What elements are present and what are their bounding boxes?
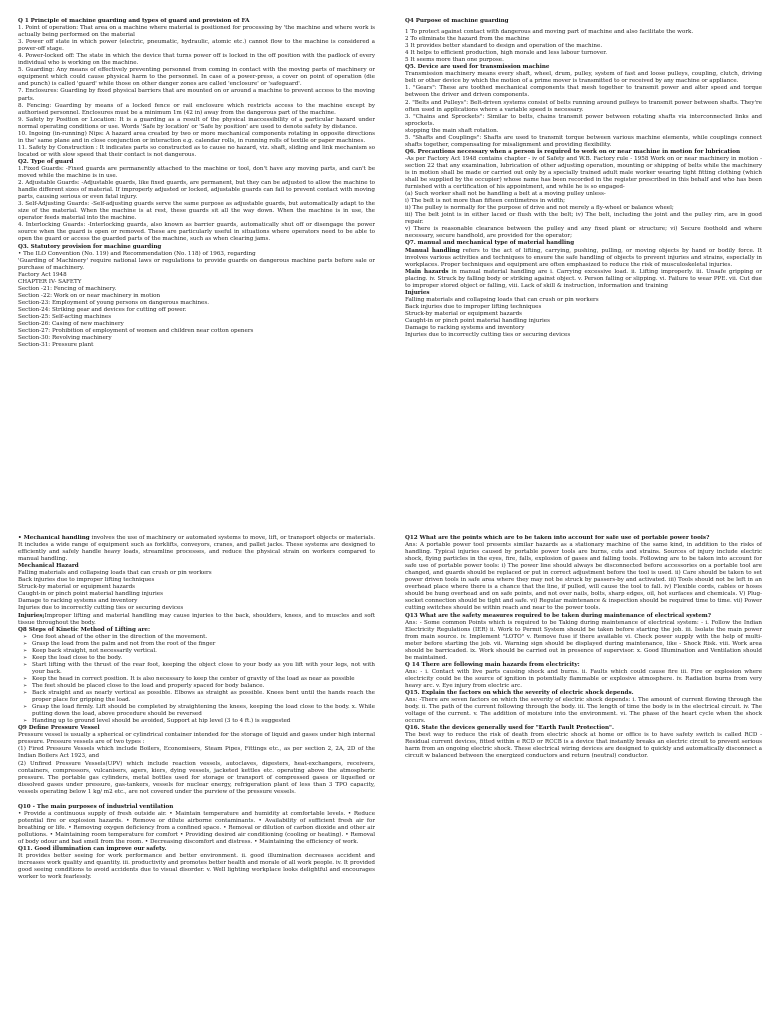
- q3-item: Section-23: Employment of young persons on dangerous machines.: [18, 299, 210, 306]
- q12-text: Ans: A portable power tool presents similar hazards as a stationary machine of the same kind, in addition to the risks of handling. Typical injuries caused by portable power tools are burns, cuts and strains. Sources of injury include electric shock, flying particles in the eyes, fire, falls, explosion of gases and falling tools. Following are to be taken into account for safe use of portable power tools: i) The power line should always be disconnected before accessories on a portable tool are changed, and guards should be replaced or put in correct adjustment before the tool is used. ii) Care should be taken to set power driven tools in safe area where they may not be struck by passers-by and activated. iii) Tools should not be left in an overhead place where there is a chance that the line, if pulled, will cause the tool to fall. iv) Flexible cords, cables or hoses should be hung overhead and on safe points, and not over nails, bolts, sharp edges, oil, hot surfaces and chemicals. V) Plug- socket connection should be tight and safe. vi) Regular maintenance & inspection should be required time to time. vii) Power cutting switches should be within reach and near to the power tools.: [405, 542, 762, 612]
- bottom-left-column: [18, 535, 375, 1010]
- q1-item: 8. Fencing: Guarding by means of a locked fence or rail enclosure which restricts access to the machine except by authorised personnel. Enclosures must be a minimum 1m (42 in) away from the dangerous part of the machine.: [18, 102, 375, 116]
- q2-item: 3. Self-Adjusting Guards: -Self-adjusting guards serve the same purpose as adjustable guards, but automatically adapt to the size of the material. When the machine is at rest, these guards sit all the way down. When the machine is in use, the operator feeds material into the machine.: [18, 201, 375, 222]
- q7-intro-text: refers to the act of lifting, carrying, pushing, pulling, or moving objects by hand or bodily force. It involves various activities and techniques to ensure the safe handling of objects to prevent injuries and strains, especially in workplaces. Proper techniques and equipment are often emphasized to reduce the risk of musculoskeletal injuries.: [405, 247, 762, 268]
- q3-item: Section-24: Striking gear and devices for cutting off power.: [18, 306, 187, 313]
- q4-heading: Q4 Purpose of machine guarding: [405, 18, 509, 24]
- q3-item: 'Guarding of Machinery' require national laws or regulations to provide guards on dangerous machine parts before sale or purchase of machinery.: [18, 257, 375, 271]
- q9-item: (1) Fired Pressure Vessels which include Boilers, Economisers, Steam Pipes, Fittings etc., as per section 2, 2A, 2D of the Indian Boilers Act 1923, and: [18, 746, 375, 760]
- q7-injury: Back injuries due to improper lifting techniques: [405, 303, 542, 310]
- q4-item: 3 It provides better standard to design and operation of the machine.: [405, 43, 603, 50]
- q10-text: • Provide a continuous supply of fresh outside air. • Maintain temperature and humidity at comfortable levels. • Reduce potential fire or explosion hazards. • Remove or dilute airborne contaminants. • Availability of sufficient fresh air for breathing or life. • Removing oxygen deficiency from a confined space. • Removal or dilution of carbon dioxide and other air pollutions. • Maintaining room temperature for comfort • Providing desired air conditioning (cooling or heating). • Removal of body odour and bad smell from the room. • Decreasing discomfort and distress. • Maintaining the efficiency of work.: [18, 810, 375, 845]
- q8-step: ➢ Handing up to ground level should be avoided, Support at hip level (3 to 4 ft.) is suggested: [32, 718, 375, 725]
- mech-hazard: Injuries due to incorrectly cutting ties or securing devices: [18, 605, 184, 612]
- q2-item: 2. Adjustable Guards: -Adjustable guards, like fixed guards, are permanent, but they can be adjusted to allow the machine to handle different sizes of material. If improperly adjusted or locked, adjustable guards can fail to prevent contact with moving parts, causing serious or even fatal injury.: [18, 180, 375, 201]
- q15-text: Ans: -There are seven factors on which the severity of electric shock depends: i. The amount of current flowing through the body. ii. The path of the current following through the body. iii. The length of time the body is in the electrical circuit. iv. The voltage of the current. v. The addition of moisture into the environment. vi. The phase of the heart cycle when the shock occurs.: [405, 697, 762, 725]
- q1-item: 9. Safety by Position or Location: It is a guarding as a result of the physical inaccessibility of a particular hazard under normal operating conditions or use. Words 'Safe by location' or 'Safe by position' are used to denote safety by distance.: [18, 116, 375, 130]
- q5-item: 2. "Belts and Pulleys": Belt-driven systems consist of belts running around pulleys to transmit power between shafts. They're often used in applications where a variable speed is necessary.: [405, 99, 762, 113]
- q8-step: ➢ Keep the load close to the body.: [32, 655, 375, 662]
- q3-item: Factory Act 1948: [18, 271, 67, 278]
- q2-item: 1.Fixed Guards: -Fixed guards are permanently attached to the machine or tool, don't have any moving parts, and can't be moved while the machine is in use.: [18, 165, 375, 180]
- q3-item: • The ILO Convention (No. 119) and Recommendation (No. 118) of 1963, regarding: [18, 250, 256, 257]
- q2-heading: Q2. Type of guard: [18, 158, 74, 165]
- mech-injuries-bold: Injuries;: [18, 612, 45, 619]
- q1-item: 3. Power off state in which power (electric, pneumatic, hydraulic, atomic etc.) cannot flow to the machine is considered a power-off stage.: [18, 39, 375, 53]
- mech-hazard: Back injuries due to improper lifting techniques: [18, 577, 155, 584]
- q8-step: ➢ Keep back straight, not necessarily vertical.: [32, 648, 375, 655]
- q8-heading: Q8 Steps of Kinetic Method of Lifting are:: [18, 626, 151, 633]
- top-right-column: [405, 18, 762, 458]
- mech-intro: [18, 535, 375, 563]
- mech-intro-text: involves the use of machinery or automated systems to move, lift, or transport objects or materials. It includes a wide range of equipment such as forklifts, conveyors, cranes, and pallet jacks. These systems are designed to efficiently and safely handle heavy loads, streamline processes, and reduce the physical strain on workers compared to manual handling.: [18, 535, 375, 563]
- q6-item: i) The belt is not more than fifteen centimetres in width;: [405, 198, 566, 205]
- q9-heading: Q9 Define Pressure Vessel: [18, 725, 100, 732]
- q8-steps-list: [18, 634, 375, 726]
- q5-item: stopping the main shaft rotation.: [405, 127, 499, 134]
- q11-text: It provides better seeing for work performance and better environment. ii. good illumination decreases accident and increases work quality and quantity. iii. productivity and promotes better health and morale of all work people. iv. It provided good seeing conditions to avoid accidents due to visual disorder. v. Well lighting workplace looks delightful and encourages worker to work fearlessly.: [18, 853, 375, 881]
- q13-text: Ans: - Some common Points which is required to be Taking during maintenance of electrical system: - i. Follow the Indian Electricity Regulations (IER) ii. Work to Permit System should be taken before starting the job. iii. Isolate the main power from main source. iv. Implement "LOTO" v. Remove fuse if there available vi. Check power supply with the help of multi-meter before starting the job. vii. Warning sign should be displayed during maintenance, like - Shock Risk. viii. Work area should be barricaded. ix. Work should be carried out in presence of supervisor. x. Good Illumination and Ventilation should be maintained.: [405, 619, 762, 661]
- q3-item: Section-25: Self-acting machines: [18, 313, 112, 320]
- q3-item: Section-26: Casing of new machinery: [18, 321, 124, 328]
- q4-item: 4 It helps to efficient production, high morale and less labour turnover.: [405, 50, 608, 57]
- q7-intro: [405, 248, 762, 269]
- q14-heading: Q 14 There are following main hazards from electricity:: [405, 661, 580, 668]
- q7-hazards: [405, 269, 762, 290]
- q1-item: 5. Guarding: Any means of effectively preventing personnel from coming in contact with the moving parts of machinery or equipment which could cause physical harm to the personnel. In case of a power-press, a cover on point of operation (die and punch) is called 'guard' while those on other danger zones are called 'enclosure' or 'safeguard'.: [18, 67, 375, 88]
- q4-item: 2 To eliminate the hazard from the machine: [405, 36, 530, 43]
- q6-heading: Q6. Precautions necessary when a person is required to work on or near machine in motion for lubrication: [405, 148, 741, 155]
- q7-injury: Caught-in or pinch point material handling injuries: [405, 317, 550, 324]
- q3-item: Section-31: Pressure plant: [18, 342, 94, 349]
- top-left-column: [18, 18, 375, 458]
- q5-item: 3. "Chains and Sprockets": Similar to belts, chains transmit power between rotating shafts via interconnected links and sprockets.: [405, 113, 762, 127]
- q16-text: The best way to reduce the risk of death from electric shock at home or office is to have safety switch is called RCD - Residual current devices, fitted within e RCD or RCCB is a device that instantly breaks an electric circuit to prevent serious harm from an ongoing electric shock. These electrical wiring devices are designed to quickly and automatically disconnect a circuit w balanced between the energized conductors and return (neutral) conductor.: [405, 732, 762, 760]
- q10-heading: Q10 - The main purposes of industrial ventilation: [18, 803, 174, 810]
- q12-heading: Q12 What are the points which are to be taken into account for safe use of portable power tools?: [405, 535, 710, 541]
- q7-injury: Struck-by material or equipment hazards: [405, 310, 523, 317]
- q6-item: v) There is reasonable clearance between the pulley and any fixed plant or structure; vi) Secure foothold and where necessary, secure handhold, are provided for the operator;: [405, 226, 762, 240]
- q15-heading: Q15. Explain the factors on which the severity of electric shock depends.: [405, 690, 634, 697]
- q1-heading: Q 1 Principle of machine guarding and types of guard and provision of FA: [18, 18, 250, 24]
- q1-item: 10. Ingoing (in-running) Nips: A hazard area created by two or more mechanical components rotating in opposite directions in the' same plane and in close conjunction or interaction e.g. calendar rolls, in running rolls of textile or paper machines.: [18, 130, 375, 144]
- q4-item: 1 To protect against contact with dangerous and moving part of machine and also facilitate the work.: [405, 29, 694, 36]
- q6-item: ii) The pulley is normally for the purpose of drive and not merely a fly-wheel or balance wheel;: [405, 205, 674, 212]
- mech-hazard: Caught-in or pinch point material handling injuries: [18, 591, 163, 598]
- q1-item: 1. Point of operation: That area on a machine where material is positioned for processing by 'the machine and where work is actually being performed on the material: [18, 25, 375, 39]
- q3-heading: Q3. Statutory provision for machine guarding: [18, 243, 162, 250]
- q5-item: Transmission machinery means every shaft, wheel, drum, pulley, system of fast and loose pulleys, coupling, clutch, driving belt or other device by which the motion of a prime mover is transmitted to or received by any machine or appliance.: [405, 71, 762, 85]
- q7-heading: Q7. manual and mechanical type of material handling: [405, 240, 575, 247]
- q7-injuries-heading: Injuries: [405, 289, 430, 296]
- q13-heading: Q13 What are the safety measures required to be taken during maintenance of electrical system?: [405, 612, 712, 619]
- mech-hazard: Damage to racking systems and inventory: [18, 598, 138, 605]
- q1-item: 4. Power-locked off: The state in which the device that turns power off is locked in the off position with the padlock of every individual who is working on the machine.: [18, 53, 375, 67]
- q8-step: ➢ One foot ahead of the other in the direction of the movement.: [32, 634, 375, 641]
- q7-intro-bold: Manual handling: [405, 247, 460, 254]
- q8-step: ➢ Start lifting with the thrust of the rear foot, keeping the object close to your body as you lift with your legs, not with your back.: [32, 662, 375, 676]
- q6-item: (a) Such worker shall not be handling a belt at a moving pulley unless-: [405, 191, 606, 198]
- q8-step: ➢ Back straight and as nearly vertical as possible. Elbows as straight as possible. Knees bent until the hands reach the proper place for gripping the load.: [32, 690, 375, 704]
- q8-step: ➢ The feet should be placed close to the load and properly spaced for body balance.: [32, 683, 375, 690]
- q2-item: 4. Interlocking Guards: -Interlocking guards, also known as barrier guards, automatically shut off or disengage the power source when the guard is open or removed. These are particularly useful in situations where operators need to be able to open the guard or access the guarded parts of the machine, such as when clearing jams.: [18, 222, 375, 243]
- q7-injury: Falling materials and collapsing loads that can crush or pin workers: [405, 296, 599, 303]
- q8-step: ➢ Keep the head in correct position. It is also necessary to keep the center of gravity of the load as near as possible: [32, 676, 375, 683]
- q8-step: ➢ Grasp the load firmly. Lift should be completed by straightening the knees, keeping the load close to the body. x. While putting down the load, above procedure should be reversed: [32, 704, 375, 718]
- q7-hazards-bold: Main hazards: [405, 268, 449, 275]
- q1-item: 7. Enclosures: Guarding by fixed physical barriers that are mounted on or around a machine to prevent access to the moving parts.: [18, 88, 375, 102]
- q14-text: Ans: - i. Contact with live parts causing shock and burns. ii. Faults which could cause fire iii. Fire or explosion where electricity could be the source of ignition in potentially flammable or explosive atmosphere. iv. Radiation burns from very heavy arc. v. Eye injury from electric arc.: [405, 668, 762, 689]
- q5-item: 1. "Gears": These are toothed mechanical components that mesh together to transmit power and alter speed and torque between the driver and driven components.: [405, 85, 762, 99]
- q11-heading: Q11. Good illumination can improve our safety.: [18, 846, 167, 853]
- mech-injuries: [18, 613, 375, 627]
- mech-hazard: Struck-by material or equipment hazards: [18, 584, 136, 591]
- q7-injury: Injuries due to incorrectly cutting ties or securing devices: [405, 332, 571, 339]
- q7-hazards-text: in manual material handling are i. Carrying excessive load. ii. Lifting improperly. iii. Unsafe gripping or placing. iv. Struck by falling body or striking against object. v. Person falling or slipping. vi. Failure to wear PPE. vii. Cut due to improper stored object or falling, viii. Lack of skill & instruction, information and training: [405, 268, 762, 289]
- mech-intro-bold: • Mechanical handling: [18, 535, 90, 541]
- q3-item: Section -21: Fencing of machinery.: [18, 285, 117, 292]
- q3-item: Section -22: Work on or near machinery in motion: [18, 292, 161, 299]
- q5-item: 5. "Shafts and Couplings": Shafts are used to transmit torque between various machine elements, while couplings connect shafts together, compensating for misalignment and providing flexibility.: [405, 134, 762, 148]
- q16-heading: Q16. State the devices generally used for "Earth Fault Protection".: [405, 725, 614, 732]
- q4-item: 5 It seems more than one purpose.: [405, 57, 504, 64]
- q7-injury: Damage to racking systems and inventory: [405, 325, 525, 332]
- q1-item: 11. Safety by Construction : It indicates parts so constructed as to cause no hazard, viz. shaft, sliding and link mechanism so located or with slow speed that their contact is not dangerous.: [18, 144, 375, 158]
- q8-step: ➢ Grasp the load from the palm and not from the root of the finger: [32, 641, 375, 648]
- q3-item: Section-30: Revolving machinery: [18, 335, 112, 342]
- bottom-right-column: [405, 535, 762, 1010]
- q9-item: (2) Unfired Pressure Vessels(UPV) which include reaction vessels, autoclaves, digesters, heat-exchangers, receivers, containers, compressors, vulcanisers, agers, kiers, dying vessels, jacketed kettles etc. operating above the atmospheric pressure. The portable gas cylinders, metal bottles used for storage or transport of compressed gases or liquefied or dissolved gases under pressure, gas-tankers, vessels for nuclear energy, refrigeration plant of less than 3 TPO capacity, vessels operating below 1 kg/ m2 etc., are not covered under the purview of the pressure vessels.: [18, 760, 375, 795]
- mech-hazard-heading: Mechanical Hazard: [18, 563, 79, 570]
- q3-item: Section-27: Prohibition of employment of women and children near cotton openers: [18, 328, 254, 335]
- q5-heading: Q5. Device are used for transmission machine: [405, 64, 550, 71]
- q9-item: Pressure vessel is usually a spherical or cylindrical container intended for the storage of liquid and gases under high internal pressure. Pressure vessels are of two types :: [18, 732, 375, 746]
- q6-item: iii) The belt joint is in either laced or flush with the belt; iv) The belt, including the joint and the pulley rim, are in good repair.: [405, 212, 762, 226]
- mech-injuries-text: Improper lifting and material handling may cause injuries to the back, shoulders, knees, and to muscles and soft tissue throughout the body.: [18, 612, 375, 626]
- q6-item: -As per Factory Act 1948 contains chapter - iv of Safety and W.B. Factory rule - 1958 Work on or near machinery in motion - section 22 that any examination, lubrication of other adjusting operation, mounting or shipping of belts while the machinery is in motion shall be made or carried out only by a specially trained adult male worker wearing tight fitting clothing (which shall be supplied by the occupier) whose name has been recorded in the register prescribed in this behalf and who has been furnished with a certification of his appointment, and while he is so engaged-: [405, 155, 762, 191]
- q3-item: CHAPTER IV- SAFETY: [18, 278, 82, 285]
- mech-hazard: Falling materials and collapsing loads that can crush or pin workers: [18, 570, 212, 577]
